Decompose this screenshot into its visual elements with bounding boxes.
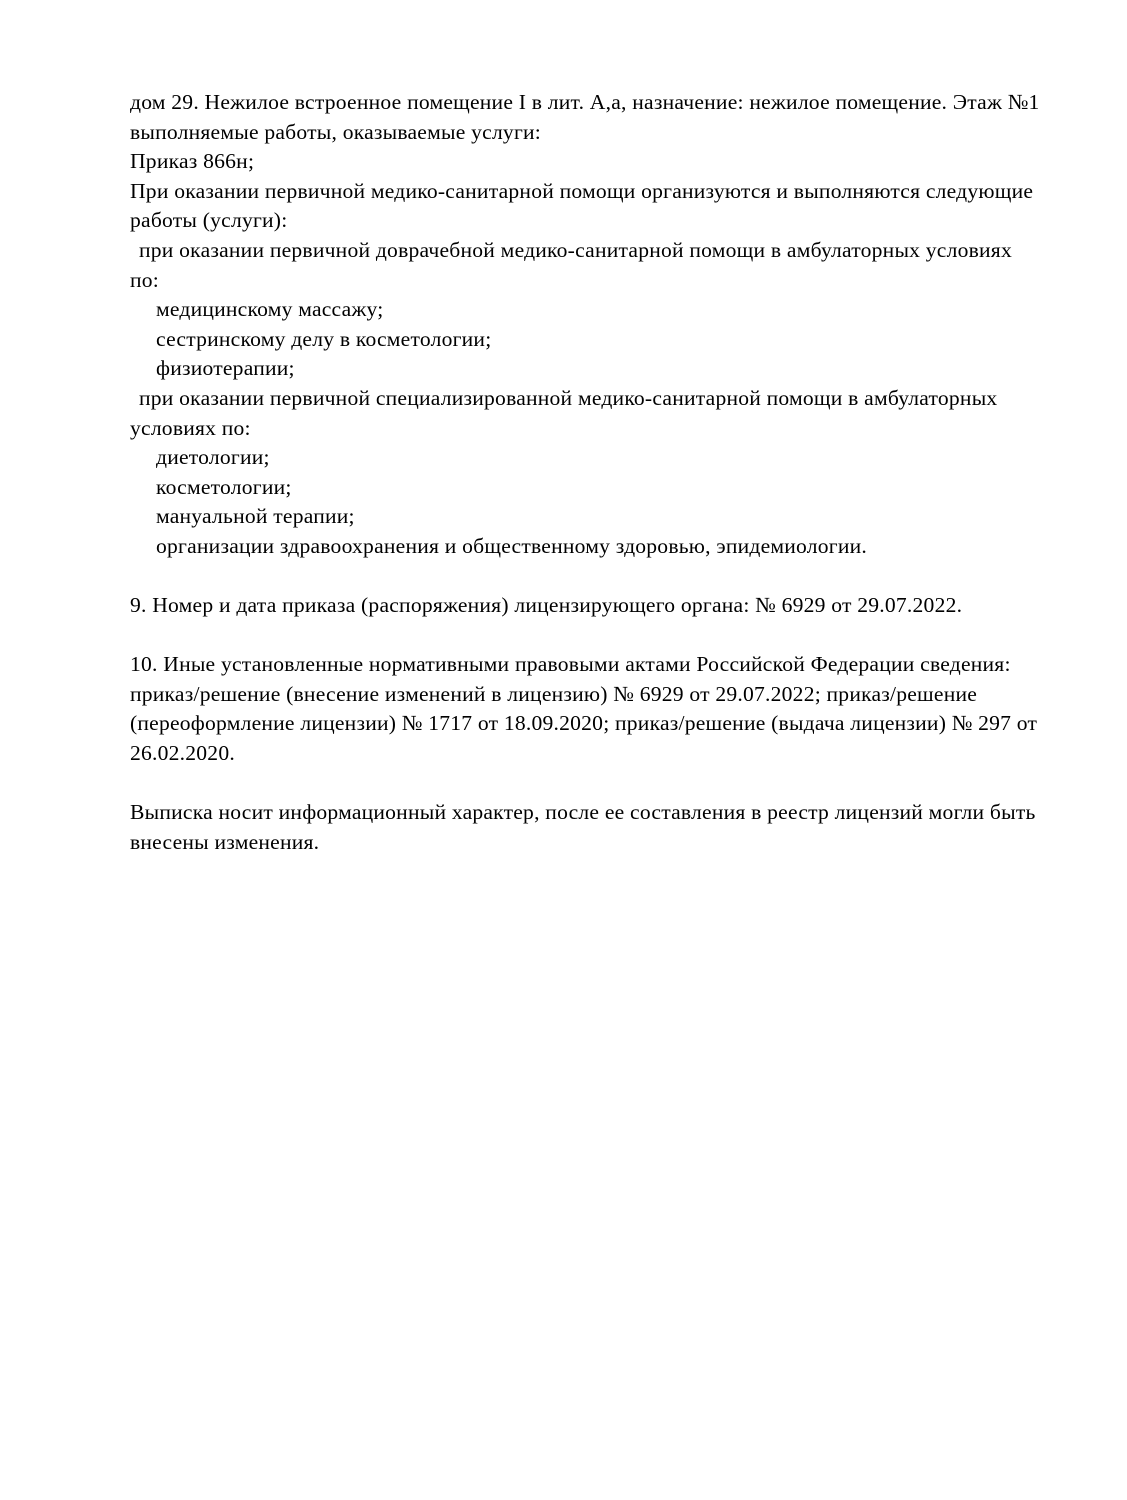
services-intro-block: [130, 177, 1052, 236]
service-item: косметологии;: [156, 474, 292, 499]
section-9: [130, 591, 1052, 621]
service-group-heading-line-1: при оказании первичной специализированной медико-санитарной помощи в амбулаторных: [139, 385, 998, 410]
section-10-line-3: (переоформление лицензии) № 1717 от 18.09.2020; приказ/решение (выдача лицензии) № 297 от: [130, 711, 1038, 736]
premises-line-2: выполняемые работы, оказываемые услуги:: [130, 119, 542, 144]
service-item: сестринскому делу в косметологии;: [156, 326, 492, 351]
service-group-heading-line-2: по:: [130, 267, 160, 292]
service-item: организации здравоохранения и общественному здоровью, эпидемиологии.: [156, 533, 868, 558]
section-10: [130, 650, 1052, 768]
services-intro-line-2: работы (услуги):: [130, 208, 288, 233]
disclaimer-block: [130, 798, 1052, 857]
section-10-line-4: 26.02.2020.: [130, 741, 235, 766]
services-intro-line-1: При оказании первичной медико-санитарной помощи организуются и выполняются следующие: [130, 178, 1034, 203]
disclaimer-line-1: Выписка носит информационный характер, после ее составления в реестр лицензий могли быть: [130, 800, 1036, 825]
spacer: [130, 621, 1052, 651]
document-text-body: [130, 88, 1052, 857]
spacer: [130, 769, 1052, 799]
premises-line-1: дом 29. Нежилое встроенное помещение I в лит. А,а, назначение: нежилое помещение. Этаж №1: [130, 90, 1040, 114]
service-item: мануальной терапии;: [156, 504, 355, 529]
section-10-line-2: приказ/решение (внесение изменений в лицензию) № 6929 от 29.07.2022; приказ/решение: [130, 681, 978, 706]
spacer: [130, 562, 1052, 592]
service-item: диетологии;: [156, 445, 270, 470]
service-group-heading-line-1: при оказании первичной доврачебной медико-санитарной помощи в амбулаторных условиях: [139, 237, 1012, 262]
service-group-primary-prehospital: [130, 236, 1052, 384]
service-item: физиотерапии;: [156, 356, 295, 381]
section-10-line-1: 10. Иные установленные нормативными правовыми актами Российской Федерации сведения:: [130, 652, 1011, 677]
premises-block: [130, 88, 1052, 147]
section-9-line-1: 9. Номер и дата приказа (распоряжения) лицензирующего органа: № 6929 от 29.07.2022.: [130, 593, 963, 618]
service-item: медицинскому массажу;: [156, 297, 384, 322]
disclaimer-line-2: внесены изменения.: [130, 829, 320, 854]
service-group-primary-specialized: [130, 384, 1052, 562]
order-reference-line: Приказ 866н;: [130, 149, 255, 174]
service-group-heading-line-2: условиях по:: [130, 415, 251, 440]
